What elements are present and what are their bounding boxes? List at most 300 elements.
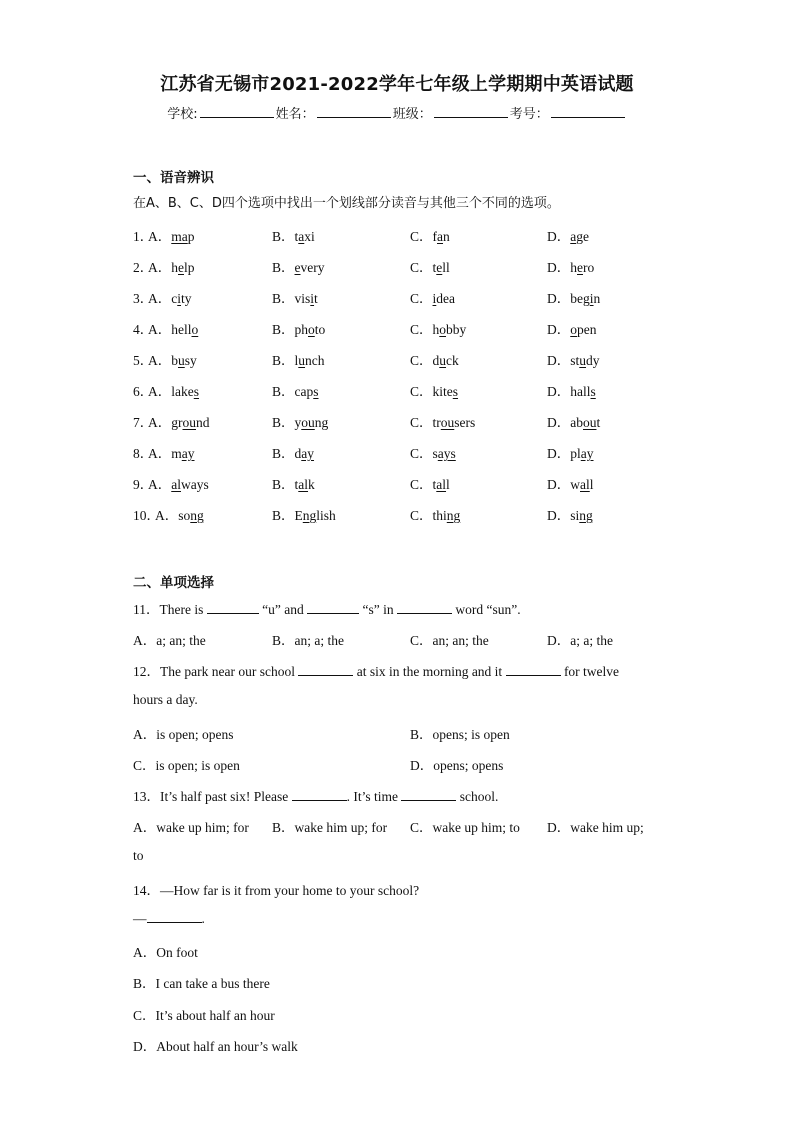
word-part: cap	[294, 384, 314, 399]
question-row	[0, 504, 794, 524]
word-part: t	[294, 229, 299, 244]
option-word	[433, 477, 450, 492]
underlined-part: i	[177, 291, 182, 306]
question-number: 4．	[133, 322, 154, 337]
option-a[interactable]	[148, 473, 209, 493]
option-letter: B．	[272, 446, 295, 461]
option-word	[171, 353, 197, 368]
word-part: ty	[181, 291, 192, 306]
option-c[interactable]: C．is open; is open	[133, 758, 240, 773]
option-letter: B．	[272, 322, 295, 337]
option-a[interactable]: A．On foot	[133, 945, 198, 960]
option-letter: C．	[410, 291, 433, 306]
word-part: ng	[314, 415, 329, 430]
option-word	[295, 322, 326, 337]
option-letter: D．	[547, 322, 571, 337]
word-part: w	[570, 477, 580, 492]
underlined-part: u	[439, 353, 447, 368]
dash: —	[133, 911, 147, 926]
option-word	[570, 415, 600, 430]
question-row	[0, 349, 794, 369]
class-label: 班级：	[392, 107, 432, 122]
option-c[interactable]: C．It’s about half an hour	[133, 1008, 275, 1023]
option-word	[433, 353, 459, 368]
option-c[interactable]	[410, 504, 460, 524]
answer-blank[interactable]	[292, 788, 347, 801]
question-text: 12．The park near our school	[133, 664, 299, 679]
question-text: . It’s time	[346, 789, 402, 804]
page-title: 江苏省无锡市2021-2022学年七年级上学期期中英语试题	[160, 74, 634, 95]
period: .	[201, 911, 205, 926]
option-letter: A．	[148, 322, 172, 337]
underlined-part: e	[178, 260, 184, 275]
option-letter: C．	[410, 384, 433, 399]
word-part: ge	[576, 229, 589, 244]
option-d[interactable]	[547, 473, 594, 493]
word-part: sers	[454, 415, 476, 430]
word-part: beg	[570, 291, 590, 306]
option-a[interactable]	[148, 349, 197, 369]
option-word	[570, 229, 589, 244]
word-part: l	[446, 477, 450, 492]
underlined-part: o	[191, 322, 199, 337]
underlined-part: a	[298, 229, 305, 244]
underlined-part: e	[436, 260, 443, 275]
underlined-part: al	[580, 477, 590, 492]
option-c[interactable]	[410, 442, 456, 462]
number-label: 考号：	[509, 107, 549, 122]
option-letter: C．	[410, 322, 433, 337]
word-part: t	[432, 260, 437, 275]
question-13	[133, 785, 498, 805]
option-letter: A．	[148, 477, 172, 492]
option-d[interactable]: D．opens; opens	[410, 758, 504, 773]
option-word	[171, 322, 198, 337]
underlined-part: s	[193, 384, 200, 399]
question-text: “u” and	[258, 602, 308, 617]
section-heading-phonetics: 一、语音辨识	[133, 170, 214, 186]
option-word	[570, 291, 600, 306]
question-number: 8．	[133, 446, 154, 461]
underlined-part: s	[313, 384, 319, 399]
option-b[interactable]: B．wake him up; for	[272, 820, 388, 835]
option-c[interactable]	[410, 380, 458, 400]
word-part: tr	[432, 415, 441, 430]
word-part: ll	[442, 260, 450, 275]
underlined-part: ay	[181, 446, 195, 461]
option-letter: B．	[272, 353, 295, 368]
question-number: 3．	[133, 291, 154, 306]
question-row	[0, 287, 794, 307]
option-letter: D．	[547, 446, 571, 461]
option-word	[570, 353, 599, 368]
word-part: st	[570, 353, 580, 368]
option-letter: C．	[410, 477, 433, 492]
word-part: lake	[171, 384, 194, 399]
option-d[interactable]: D．About half an hour’s walk	[133, 1039, 298, 1054]
word-part: n	[443, 229, 450, 244]
question-text: for twelve	[560, 664, 620, 679]
option-a[interactable]	[148, 411, 210, 431]
word-part: lp	[184, 260, 195, 275]
option-b[interactable]: B．opens; is open	[410, 727, 510, 742]
question-text: word “sun”.	[451, 602, 521, 617]
school-label: 学校:	[167, 107, 198, 122]
question-row	[0, 380, 794, 400]
option-c[interactable]	[410, 225, 450, 245]
option-letter: A．	[148, 353, 172, 368]
question-row	[0, 225, 794, 245]
underlined-part: al	[171, 477, 181, 492]
answer-blank[interactable]	[397, 601, 452, 614]
student-info-line	[0, 103, 794, 122]
option-d[interactable]	[547, 380, 596, 400]
option-word	[171, 477, 209, 492]
option-b[interactable]	[272, 504, 336, 524]
underlined-part: ay	[301, 446, 315, 461]
option-letter: B．	[272, 415, 295, 430]
answer-blank[interactable]	[401, 788, 456, 801]
option-b[interactable]: B．an; a; the	[272, 633, 344, 648]
word-part: E	[294, 508, 303, 523]
option-word	[570, 260, 594, 275]
question-number: 7．	[133, 415, 154, 430]
question-number: 2．	[133, 260, 154, 275]
underlined-part: al	[436, 477, 447, 492]
question-12-options-row2	[0, 754, 794, 774]
word-part: s	[432, 446, 438, 461]
option-letter: B．	[272, 260, 295, 275]
underlined-part: ou	[583, 415, 597, 430]
word-part: to	[314, 322, 326, 337]
underlined-part: i	[589, 291, 594, 306]
option-c[interactable]	[410, 318, 466, 338]
underlined-part: a	[437, 229, 444, 244]
question-text: 11．There is	[133, 602, 207, 617]
option-word	[433, 446, 456, 461]
option-word	[171, 291, 191, 306]
name-label: 姓名：	[275, 107, 315, 122]
option-letter: C．	[410, 415, 433, 430]
option-word	[570, 477, 593, 492]
option-letter: B．	[272, 508, 295, 523]
word-part: ph	[294, 322, 309, 337]
question-row	[0, 318, 794, 338]
option-letter: C．	[410, 508, 433, 523]
underlined-part: s	[590, 384, 596, 399]
underlined-part: ng	[446, 508, 461, 523]
option-word	[295, 508, 336, 523]
question-text: school.	[456, 789, 499, 804]
question-12	[133, 660, 619, 680]
option-word	[171, 229, 194, 244]
word-part: d	[294, 446, 302, 461]
option-word	[295, 415, 329, 430]
word-part: m	[171, 446, 182, 461]
word-part: si	[570, 508, 580, 523]
word-part: l	[294, 353, 299, 368]
section-heading-choice: 二、单项选择	[133, 575, 214, 591]
answer-blank[interactable]	[147, 910, 202, 923]
question-12-continued: hours a day.	[133, 692, 198, 707]
underlined-part: ng	[302, 508, 317, 523]
option-letter: A．	[148, 260, 172, 275]
word-part: t	[294, 477, 299, 492]
option-d[interactable]	[547, 411, 600, 431]
option-word	[433, 229, 450, 244]
question-14: 14．—How far is it from your home to your school?	[133, 883, 420, 898]
word-part: ways	[181, 477, 209, 492]
question-number: 9．	[133, 477, 154, 492]
option-word	[171, 260, 194, 275]
option-letter: B．	[272, 477, 295, 492]
underlined-part: e	[577, 260, 583, 275]
option-a[interactable]	[148, 225, 195, 245]
word-part: nd	[196, 415, 210, 430]
option-word	[178, 508, 204, 523]
option-c[interactable]	[410, 411, 475, 431]
question-row	[0, 411, 794, 431]
option-letter: D．	[547, 384, 571, 399]
option-word	[295, 260, 325, 275]
option-letter: A．	[148, 291, 172, 306]
word-part: lish	[316, 508, 336, 523]
word-part: nch	[305, 353, 325, 368]
word-part: vis	[294, 291, 311, 306]
answer-blank[interactable]	[298, 663, 353, 676]
option-word	[295, 229, 315, 244]
question-number: 1．	[133, 229, 154, 244]
underlined-part: o	[439, 322, 447, 337]
option-a[interactable]: A．a; an; the	[133, 633, 206, 648]
underlined-part: u	[579, 353, 587, 368]
word-part: ro	[583, 260, 595, 275]
school-blank[interactable]	[200, 105, 274, 118]
underlined-part: ng	[190, 508, 204, 523]
underlined-part: i	[310, 291, 315, 306]
question-number: 10．	[133, 508, 160, 523]
underlined-part: ma	[171, 229, 188, 244]
word-part: t	[314, 291, 318, 306]
option-a[interactable]	[148, 380, 199, 400]
option-word	[570, 322, 596, 337]
name-blank[interactable]	[317, 105, 391, 118]
word-part: y	[294, 415, 302, 430]
underlined-part: ays	[437, 446, 456, 461]
underlined-part: al	[298, 477, 309, 492]
question-row	[0, 442, 794, 462]
option-letter: B．	[272, 384, 295, 399]
word-part: so	[178, 508, 191, 523]
underlined-part: s	[452, 384, 459, 399]
word-part: sy	[184, 353, 197, 368]
word-part: ck	[446, 353, 459, 368]
option-word	[433, 384, 459, 399]
option-letter: B．	[272, 291, 295, 306]
underlined-part: ou	[440, 415, 455, 430]
word-part: b	[171, 353, 178, 368]
option-letter: C．	[410, 446, 433, 461]
option-word	[570, 384, 596, 399]
option-word	[433, 322, 467, 337]
word-part: hell	[171, 322, 192, 337]
option-d[interactable]	[547, 225, 589, 245]
underlined-part: ay	[580, 446, 594, 461]
underlined-part: i	[432, 291, 437, 306]
option-letter: C．	[410, 353, 433, 368]
option-a[interactable]	[148, 318, 198, 338]
word-part: c	[171, 291, 178, 306]
question-row	[0, 256, 794, 276]
option-a[interactable]: A．is open; opens	[133, 727, 234, 742]
option-letter: D．	[547, 260, 571, 275]
option-b[interactable]	[272, 442, 314, 462]
word-part: f	[432, 229, 438, 244]
section-instruction: 在A、B、C、D四个选项中找出一个划线部分读音与其他三个不同的选项。	[133, 196, 560, 211]
underlined-part: u	[178, 353, 185, 368]
underlined-part: ng	[579, 508, 593, 523]
option-d[interactable]	[547, 504, 593, 524]
word-part: bby	[446, 322, 467, 337]
number-blank[interactable]	[551, 105, 625, 118]
word-part: k	[308, 477, 315, 492]
option-word	[295, 291, 318, 306]
answer-blank[interactable]	[506, 663, 561, 676]
option-b[interactable]	[272, 473, 315, 493]
word-part: h	[432, 322, 440, 337]
option-word	[433, 508, 461, 523]
option-d[interactable]	[547, 287, 600, 307]
underlined-part: o	[308, 322, 315, 337]
answer-blank[interactable]	[207, 601, 259, 614]
option-letter: D．	[547, 477, 571, 492]
option-letter: B．	[272, 229, 295, 244]
underlined-part: a	[570, 229, 577, 244]
question-11-options	[0, 629, 794, 649]
question-12-options-row1	[0, 723, 794, 743]
option-word	[295, 446, 315, 461]
option-b[interactable]	[272, 287, 318, 307]
underlined-part: u	[298, 353, 306, 368]
option-word	[171, 446, 194, 461]
word-part: kite	[432, 384, 453, 399]
question-number: 5．	[133, 353, 154, 368]
option-d[interactable]	[547, 256, 594, 276]
word-part: very	[300, 260, 325, 275]
option-word	[171, 384, 199, 399]
option-letter: C．	[410, 260, 433, 275]
option-word	[570, 446, 593, 461]
question-text: 13．It’s half past six! Please	[133, 789, 292, 804]
option-b[interactable]	[272, 225, 315, 245]
option-c[interactable]: C．wake up him; to	[410, 820, 520, 835]
option-d[interactable]	[547, 318, 597, 338]
option-d[interactable]	[547, 349, 600, 369]
question-text: “s” in	[359, 602, 397, 617]
option-letter: D．	[547, 291, 571, 306]
word-part: ab	[570, 415, 583, 430]
option-letter: A．	[148, 384, 172, 399]
option-b[interactable]	[272, 349, 325, 369]
underlined-part: ou	[301, 415, 315, 430]
question-text: at six in the morning and it	[353, 664, 506, 679]
word-part: l	[589, 477, 594, 492]
class-blank[interactable]	[434, 105, 508, 118]
option-letter: A．	[148, 446, 172, 461]
option-letter: D．	[547, 353, 571, 368]
word-part: gr	[171, 415, 183, 430]
option-a[interactable]: A．wake up him; for	[133, 820, 249, 835]
option-b[interactable]	[272, 256, 325, 276]
word-part: dea	[436, 291, 456, 306]
option-c[interactable]	[410, 349, 459, 369]
option-d[interactable]: D．wake him up;	[547, 820, 644, 835]
option-word	[295, 477, 315, 492]
option-letter: C．	[410, 229, 433, 244]
answer-blank[interactable]	[307, 601, 359, 614]
question-row	[0, 473, 794, 493]
option-b[interactable]: B．I can take a bus there	[133, 976, 270, 991]
word-part: t	[596, 415, 601, 430]
option-b[interactable]	[272, 318, 325, 338]
option-c[interactable]	[410, 473, 450, 493]
word-part: hall	[570, 384, 591, 399]
option-letter: A．	[155, 508, 179, 523]
option-a[interactable]	[148, 256, 195, 276]
word-part: t	[432, 477, 437, 492]
option-c[interactable]: C．an; an; the	[410, 633, 489, 648]
underlined-part: o	[570, 322, 577, 337]
option-word	[171, 415, 209, 430]
option-word	[295, 384, 319, 399]
word-part: h	[570, 260, 577, 275]
option-d[interactable]	[547, 442, 594, 462]
option-d[interactable]: D．a; a; the	[547, 633, 613, 648]
option-word	[295, 353, 325, 368]
option-letter: D．	[547, 508, 571, 523]
option-b[interactable]	[272, 411, 328, 431]
option-letter: A．	[148, 415, 172, 430]
question-14-answer-line	[133, 910, 205, 927]
option-c[interactable]	[410, 287, 455, 307]
word-part: h	[171, 260, 178, 275]
word-part: pl	[570, 446, 581, 461]
underlined-part: e	[294, 260, 301, 275]
word-part: n	[593, 291, 601, 306]
question-number: 6．	[133, 384, 154, 399]
word-part: d	[432, 353, 440, 368]
option-d-continued: to	[133, 848, 144, 863]
question-13-options	[0, 816, 794, 836]
option-b[interactable]	[272, 380, 319, 400]
option-a[interactable]	[148, 287, 192, 307]
option-word	[433, 415, 476, 430]
option-letter: A．	[148, 229, 172, 244]
word-part: p	[187, 229, 195, 244]
word-part: pen	[577, 322, 597, 337]
option-a[interactable]	[148, 442, 195, 462]
option-word	[433, 260, 450, 275]
word-part: xi	[304, 229, 315, 244]
word-part: dy	[586, 353, 600, 368]
option-letter: D．	[547, 415, 571, 430]
option-a[interactable]	[155, 504, 204, 524]
question-11	[133, 598, 521, 618]
underlined-part: ou	[182, 415, 196, 430]
option-letter: D．	[547, 229, 571, 244]
option-c[interactable]	[410, 256, 450, 276]
option-word	[570, 508, 593, 523]
